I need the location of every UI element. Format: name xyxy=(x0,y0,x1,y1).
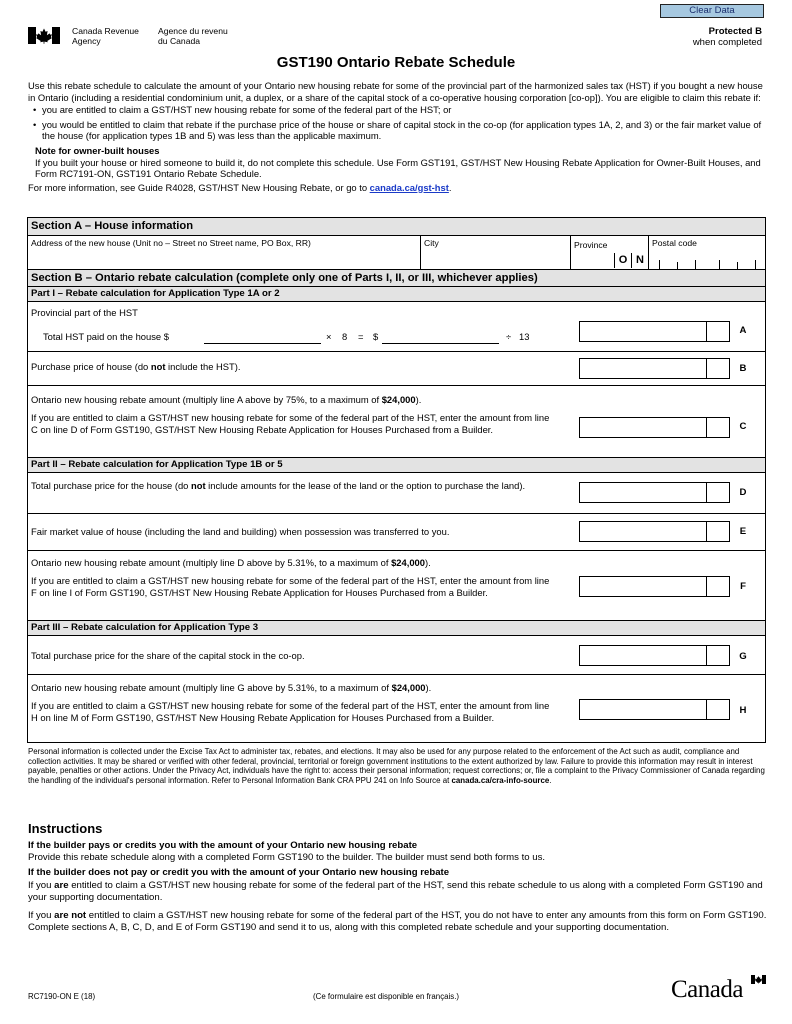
rebate-form xyxy=(27,217,766,743)
total-hst-label: Total HST paid on the house $ xyxy=(43,331,169,342)
provincial-part-label: Provincial part of the HST xyxy=(31,307,138,318)
line-d-input[interactable] xyxy=(579,482,730,503)
line-e-text: Fair market value of house (including the land and building) when possession was transferred to you. xyxy=(31,526,450,537)
agency-fr-line1: Agence du revenu xyxy=(158,26,228,36)
line-d-text: Total purchase price for the house (do not include amounts for the lease of the land or the option to purchase the land). xyxy=(31,480,526,491)
clear-data-button[interactable]: Clear Data xyxy=(660,4,764,18)
eight-value: 8 xyxy=(342,331,348,342)
protected-b-label xyxy=(693,26,762,48)
divider xyxy=(648,236,649,269)
postal-code-label: Postal code xyxy=(652,238,697,248)
times-sign: × xyxy=(326,331,332,342)
province-letter-n: N xyxy=(631,253,648,268)
note-text: If you built your house or hired someone to build it, do not complete this schedule. Use Form GST191, GST/HST New Housing Rebate Application for Owner-Built Houses, and Form RC7191-ON, GST191 Ontario Rebate Schedule. xyxy=(35,156,761,180)
more-info-text: For more information, see Guide R4028, GST/HST New Housing Rebate, or go to xyxy=(28,181,368,193)
line-c-instructions: If you are entitled to claim a GST/HST new housing rebate for some of the federal part of the HST, enter the amount from line C on line D of Form GST190, GST/HST New Housing Rebate Application for Houses Purchased from a Builder. xyxy=(31,412,550,435)
instructions-title: Instructions xyxy=(28,821,103,836)
divider xyxy=(28,674,765,675)
agency-name-french xyxy=(158,26,248,46)
line-d-label: D xyxy=(739,487,747,498)
instructions-body xyxy=(28,840,768,937)
divider xyxy=(28,351,765,352)
line-c-label: C xyxy=(739,421,747,432)
line-f-input[interactable] xyxy=(579,576,730,597)
line-g-input[interactable] xyxy=(579,645,730,666)
privacy-notice: Personal information is collected under the Excise Tax Act to administer tax, rebates, and elections. It may also be used for any purpose related to the enforcement of the Act such as audit, compliance and collection activities. It may be shared or verified with other federal, provincial, territorial or foreign government institutions to the extent authorized by law. Failure to provide this information may result in interest payable, penalties or other actions. Under the Privacy Act, individuals have the right to: access their personal information; request corrections; or, file a complaint to the Privacy Commissioner of Canada regarding the handling of the individual's personal information. Refer to Personal Information Bank CRA PPU 241 on Info Source at canada.ca/cra-info-source. xyxy=(28,747,765,786)
canada-wordmark xyxy=(671,975,766,1003)
french-availability-note: (Ce formulaire est disponible en français.) xyxy=(313,992,460,1001)
wordmark-text: Canada xyxy=(671,976,743,1003)
part-1-header: Part I – Rebate calculation for Application Type 1A or 2 xyxy=(28,287,765,302)
instr-heading-1: If the builder pays or credits you with the amount of your Ontario new housing rebate xyxy=(28,840,418,851)
eligibility-bullet-2: • you would be entitled to claim that rebate if the purchase price of the house or share of capital stock in the co-op (for application types 1A, 2, and 3) or the fair market value of the house (for application types 1B and 5) was less than the applicable maximum. xyxy=(28,119,768,142)
info-source-link[interactable]: canada.ca/cra-info-source xyxy=(451,776,550,786)
section-b-header: Section B – Ontario rebate calculation (complete only one of Parts I, II, or III, whichever applies) xyxy=(28,269,765,287)
line-c-input[interactable] xyxy=(579,417,730,438)
line-a-label: A xyxy=(739,325,747,336)
line-f-label: F xyxy=(740,581,746,592)
gst-hst-link[interactable]: canada.ca/gst-hst xyxy=(369,181,449,193)
intro-text xyxy=(28,80,768,193)
dollar-sign: $ xyxy=(373,331,379,342)
line-b-label: B xyxy=(739,363,747,374)
line-e-label: E xyxy=(739,526,747,537)
purchase-price-label: Purchase price of house (do not include the HST). xyxy=(31,361,241,372)
equals-sign: = xyxy=(358,331,364,342)
agency-en-line1: Canada Revenue xyxy=(72,26,139,36)
divider xyxy=(28,385,765,386)
divider xyxy=(28,550,765,551)
total-hst-input[interactable] xyxy=(204,343,321,344)
province-label: Province xyxy=(574,240,608,250)
divider xyxy=(570,236,571,269)
canada-flag-icon xyxy=(28,27,60,44)
thirteen-value: 13 xyxy=(519,331,530,342)
section-a-header: Section A – House information xyxy=(28,218,765,236)
city-label: City xyxy=(424,238,439,248)
postal-code-field[interactable] xyxy=(659,260,759,269)
eligibility-bullet-1: • you are entitled to claim a GST/HST new housing rebate for some of the federal part of the HST; or xyxy=(28,104,768,116)
instr-para-3: If you are not entitled to claim a GST/HST new housing rebate for some of the federal part of the HST, you do not have to enter any amounts from this form on Form GST190. Complete sections A, B, C, D, and E of Form GST190 and send it to us, along with this completed rebate schedule and your supporting documentation. xyxy=(28,910,767,934)
divider xyxy=(28,513,765,514)
divide-sign: ÷ xyxy=(506,331,512,342)
more-info xyxy=(28,182,768,194)
line-h-label: H xyxy=(739,705,747,716)
line-h-instructions: If you are entitled to claim a GST/HST new housing rebate for some of the federal part of the HST, enter the amount from line H on line M of Form GST190, GST/HST New Housing Rebate Application for Houses Purchased from a Builder. xyxy=(31,700,550,723)
line-h-rebate-text: Ontario new housing rebate amount (multiply line G above by 5.31%, to a maximum of $24,000). xyxy=(31,682,432,693)
province-letter-o: O xyxy=(614,253,631,268)
protected-sub-label: when completed xyxy=(692,37,762,48)
line-c-rebate-text: Ontario new housing rebate amount (multiply line A above by 75%, to a maximum of $24,000). xyxy=(31,394,422,405)
line-f-rebate-text: Ontario new housing rebate amount (multiply line D above by 5.31%, to a maximum of $24,000). xyxy=(31,557,431,568)
address-label: Address of the new house (Unit no – Street no Street name, PO Box, RR) xyxy=(31,238,311,248)
wordmark-flag-icon xyxy=(751,975,766,984)
agency-name-english xyxy=(72,26,152,46)
part-2-header: Part II – Rebate calculation for Application Type 1B or 5 xyxy=(28,457,765,473)
line-g-text: Total purchase price for the share of the capital stock in the co-op. xyxy=(31,650,305,661)
province-value xyxy=(614,253,650,268)
page-title: GST190 Ontario Rebate Schedule xyxy=(276,54,516,71)
intro-paragraph: Use this rebate schedule to calculate the amount of your Ontario new housing rebate for some of the provincial part of the harmonized sales tax (HST) if you bought a new house in Ontario (including a residential condominium unit, a duplex, or a share of the capital stock of a co-operative housing corporation [co-op]). You are eligible to claim this rebate if: xyxy=(28,80,763,103)
line-f-instructions: If you are entitled to claim a GST/HST new housing rebate for some of the federal part of the HST, enter the amount from line F on line I of Form GST190, GST/HST New Housing Rebate Application for Houses Purchased from a Builder. xyxy=(31,575,550,598)
line-g-label: G xyxy=(739,651,747,662)
instr-heading-2: If the builder does not pay or credit you with the amount of your Ontario new housing rebate xyxy=(28,867,450,879)
owner-built-note xyxy=(28,145,768,180)
agency-fr-line2: du Canada xyxy=(158,36,201,46)
line-b-input[interactable] xyxy=(579,358,730,379)
part-3-header: Part III – Rebate calculation for Application Type 3 xyxy=(28,620,765,636)
line-a-input[interactable] xyxy=(579,321,730,342)
line-h-input[interactable] xyxy=(579,699,730,720)
more-info-end: . xyxy=(448,181,452,193)
note-title: Note for owner-built houses xyxy=(35,144,160,156)
instr-para-2: If you are entitled to claim a GST/HST new housing rebate for some of the federal part of the HST, send this rebate schedule to us along with a completed Form GST190 and your supporting documentation. xyxy=(28,879,763,903)
instr-para-1: Provide this rebate schedule along with a completed Form GST190 to the builder. The builder must send both forms to us. xyxy=(28,852,546,864)
protected-label: Protected B xyxy=(708,26,762,37)
hst-times-eight-input[interactable] xyxy=(382,343,499,344)
agency-en-line2: Agency xyxy=(72,36,101,46)
form-code: RC7190-ON E (18) xyxy=(28,992,96,1001)
divider xyxy=(420,236,421,269)
line-e-input[interactable] xyxy=(579,521,730,542)
eligibility-list xyxy=(28,104,768,142)
